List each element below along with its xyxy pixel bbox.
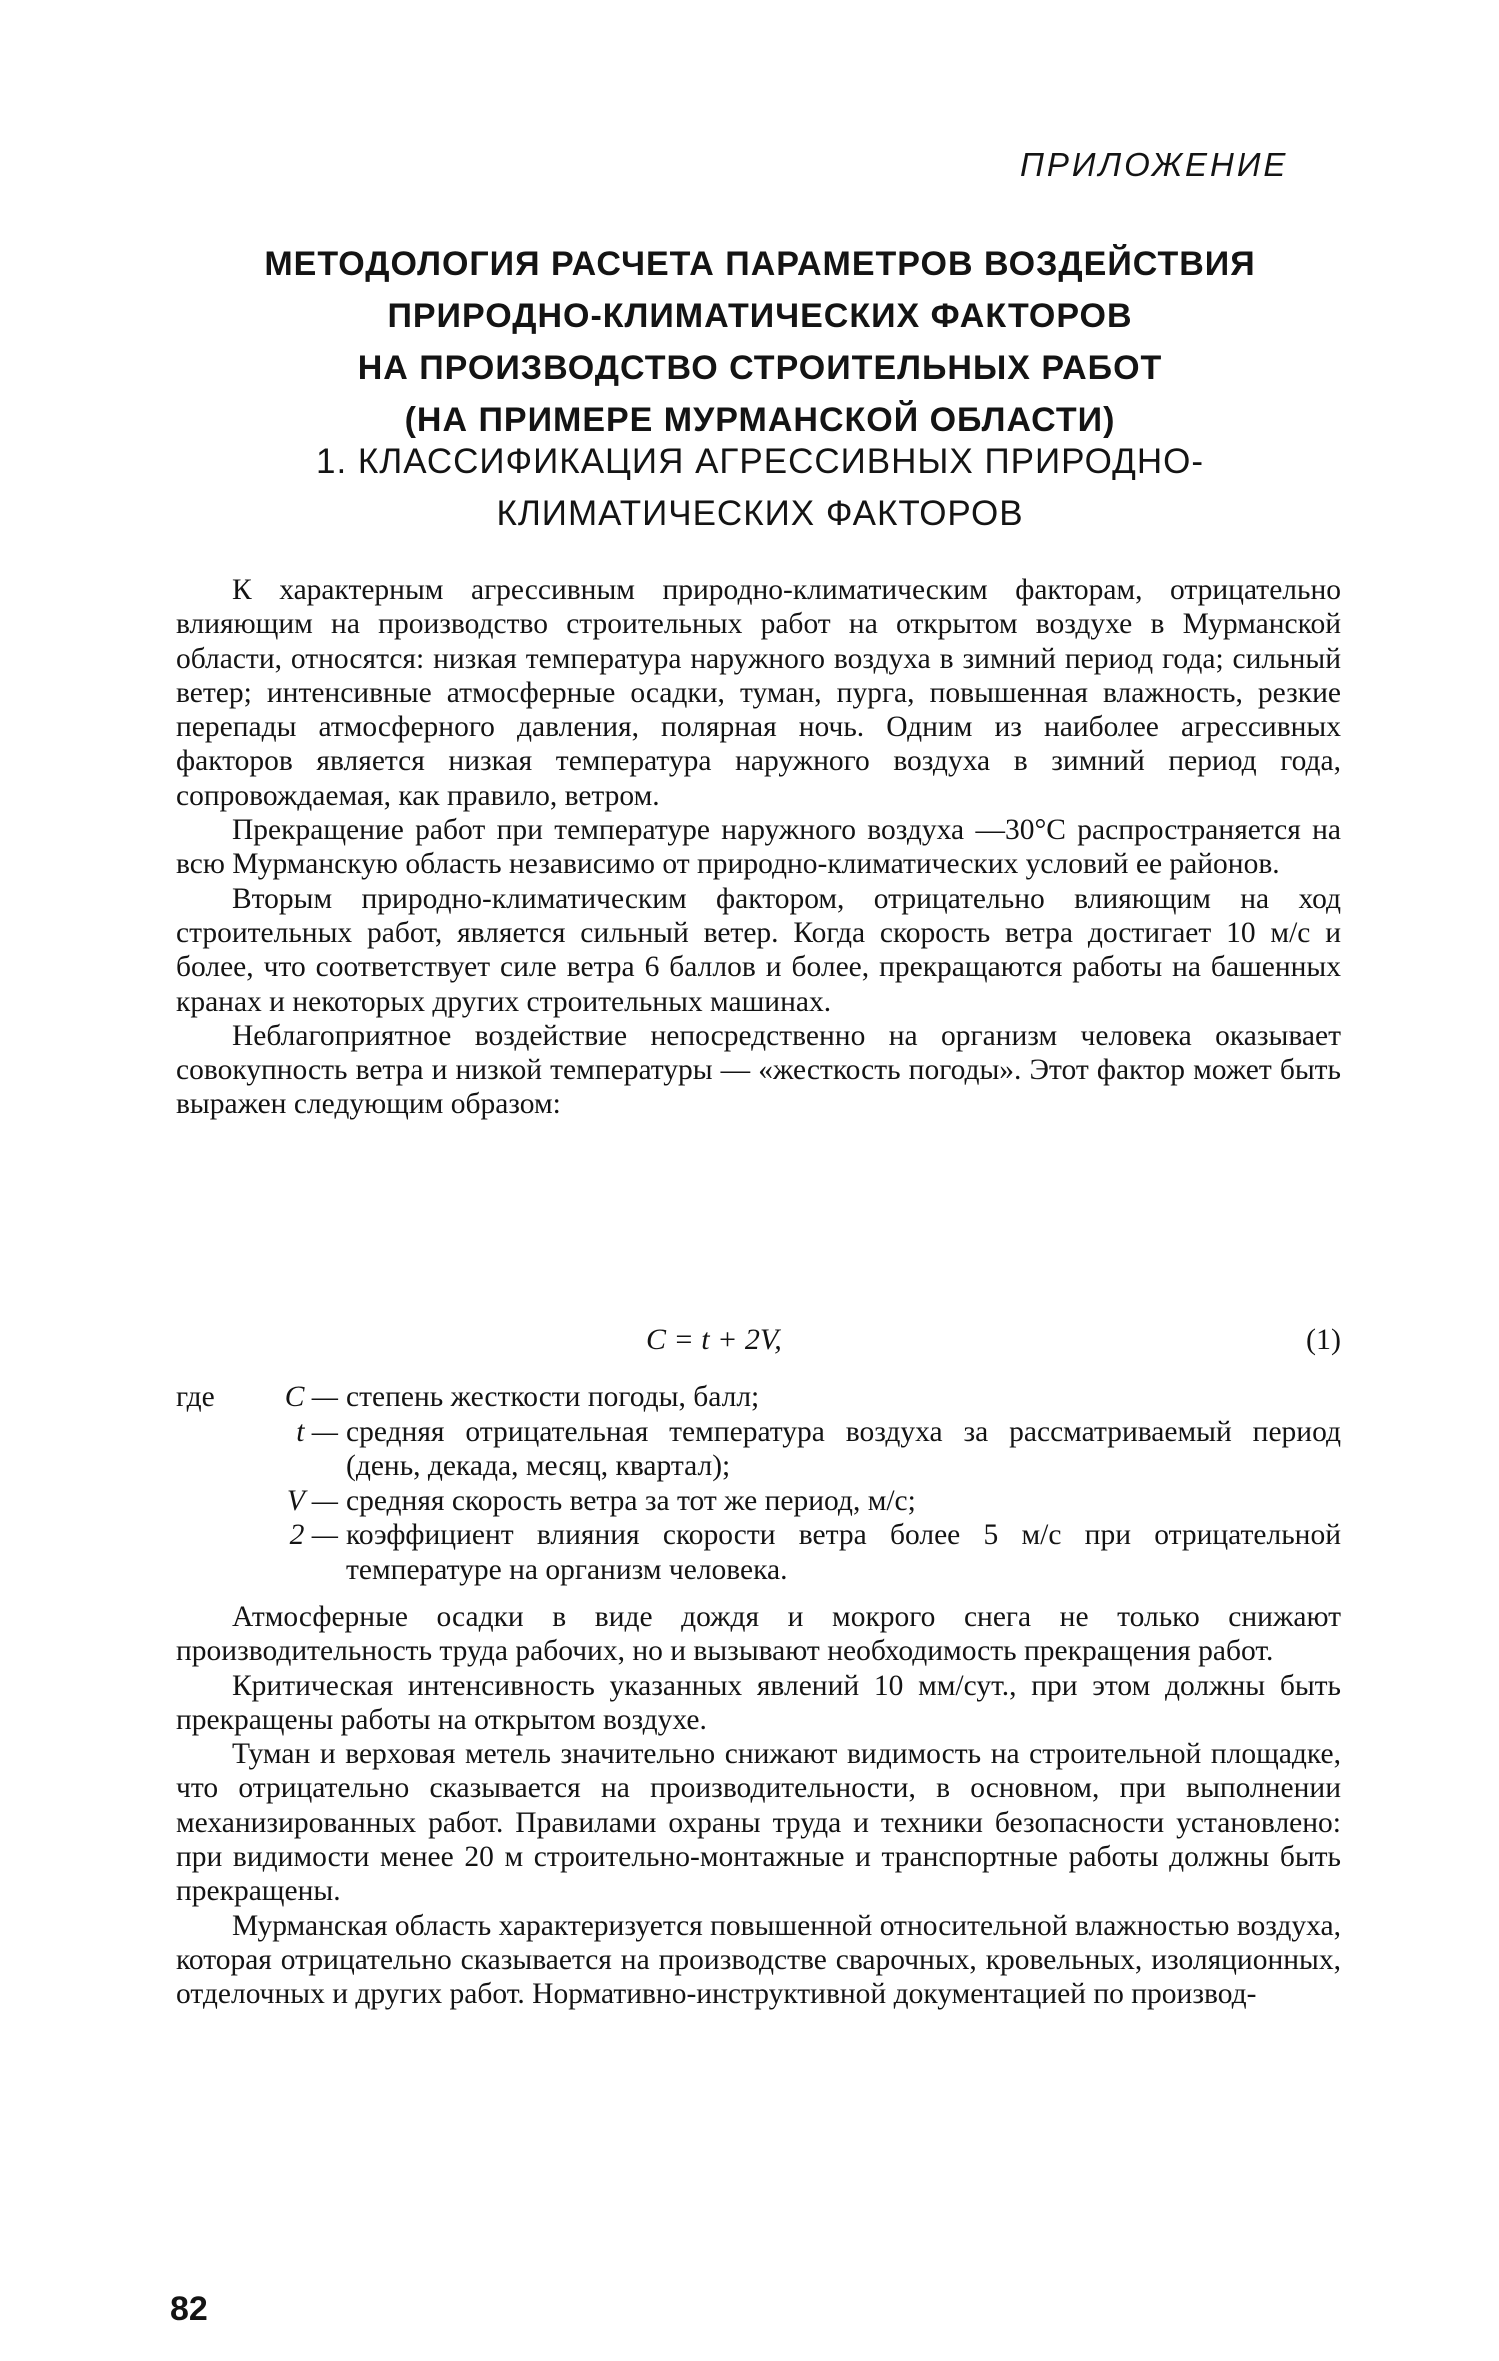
definition-item (176, 1415, 1341, 1484)
paragraph: Атмосферные осадки в виде дождя и мокрого снега не только снижают производительность труда рабочих, но и вызывают необходимость прекращения работ. (176, 1601, 1341, 1668)
section-heading-line: 1. КЛАССИФИКАЦИЯ АГРЕССИВНЫХ ПРИРОДНО- (315, 442, 1204, 481)
page-number: 82 (170, 2290, 208, 2328)
paragraph: Критическая интенсивность указанных явлений 10 мм/сут., при этом должны быть прекращены работы на открытом воздухе. (176, 1669, 1341, 1736)
definition-text: коэффициент влияния скорости ветра более 5 м/с при отрицательной температуре на организм человека. (346, 1519, 1341, 1586)
title-line: НА ПРОИЗВОДСТВО СТРОИТЕЛЬНЫХ РАБОТ (357, 349, 1163, 387)
definition-text: средняя скорость ветра за тот же период, м/с; (346, 1484, 916, 1517)
body-text-before-formula (176, 573, 1341, 1122)
definition-text: степень жесткости погоды, балл; (346, 1381, 760, 1413)
formula: C = t + 2V, (646, 1323, 782, 1356)
formula-row (176, 1323, 1341, 1359)
formula-number: (1) (1306, 1323, 1341, 1356)
body-text-after-formula (176, 1600, 1341, 2012)
definition-term: V — (286, 1484, 338, 1517)
formula-definitions (176, 1380, 1341, 1587)
definition-item (176, 1484, 1341, 1519)
document-title (170, 238, 1350, 446)
paragraph: Туман и верховая метель значительно снижают видимость на строительной площадке, что отрицательно сказывается на производительности, в основном, при выполнении механизированных работ. Правилами охраны труда и техники безопасности установлено: при видимости менее 20 м строительно-монтажные и транспортные работы должны быть прекращены. (176, 1738, 1341, 1908)
title-line: ПРИРОДНО-КЛИМАТИЧЕСКИХ ФАКТОРОВ (387, 297, 1133, 335)
definition-item (176, 1518, 1341, 1587)
section-heading-line: КЛИМАТИЧЕСКИХ ФАКТОРОВ (496, 494, 1024, 533)
definition-term: t — (296, 1415, 338, 1448)
paragraph: Неблагоприятное воздействие непосредственно на организм человека оказывает совокупность ветра и низкой температуры — «жесткость погоды». Этот фактор может быть выражен следующим образом: (176, 1019, 1341, 1121)
appendix-label: ПРИЛОЖЕНИЕ (1020, 146, 1289, 183)
definition-term: 2 — (289, 1519, 338, 1551)
paragraph: Мурманская область характеризуется повышенной относительной влажностью воздуха, которая отрицательно сказывается на производстве сварочных, кровельных, изоляционных, отделочных и других работ. Нормативно-инструктивной документацией по производ- (176, 1909, 1342, 2011)
title-line: МЕТОДОЛОГИЯ РАСЧЕТА ПАРАМЕТРОВ ВОЗДЕЙСТВИЯ (264, 245, 1256, 283)
definitions-intro: где (176, 1381, 215, 1413)
definition-term: C — (284, 1381, 338, 1413)
definition-text: средняя отрицательная температура воздуха за рассматриваемый период (день, декада, месяц, квартал); (346, 1415, 1341, 1482)
paragraph: К характерным агрессивным природно-климатическим факторам, отрицательно влияющим на производство строительных работ на открытом воздухе в Мурманской области, относятся: низкая температура наружного воздуха в зимний период года; сильный ветер; интенсивные атмосферные осадки, туман, пурга, повышенная влажность, резкие перепады атмосферного давления, полярная ночь. Одним из наиболее агрессивных факторов является низкая температура наружного воздуха в зимний период года, сопровождаемая, как правило, ветром. (176, 574, 1341, 812)
paragraph: Прекращение работ при температуре наружного воздуха —30°С распространяется на всю Мурманскую область независимо от природно-климатических условий ее районов. (176, 814, 1341, 881)
title-line: (НА ПРИМЕРЕ МУРМАНСКОЙ ОБЛАСТИ) (404, 401, 1116, 439)
section-heading (240, 436, 1280, 540)
paragraph: Вторым природно-климатическим фактором, отрицательно влияющим на ход строительных работ, является сильный ветер. Когда скорость ветра достигает 10 м/с и более, что соответствует силе ветра 6 баллов и более, прекращаются работы на башенных кранах и некоторых других строительных машинах. (176, 882, 1341, 1018)
definition-item (176, 1380, 1341, 1415)
